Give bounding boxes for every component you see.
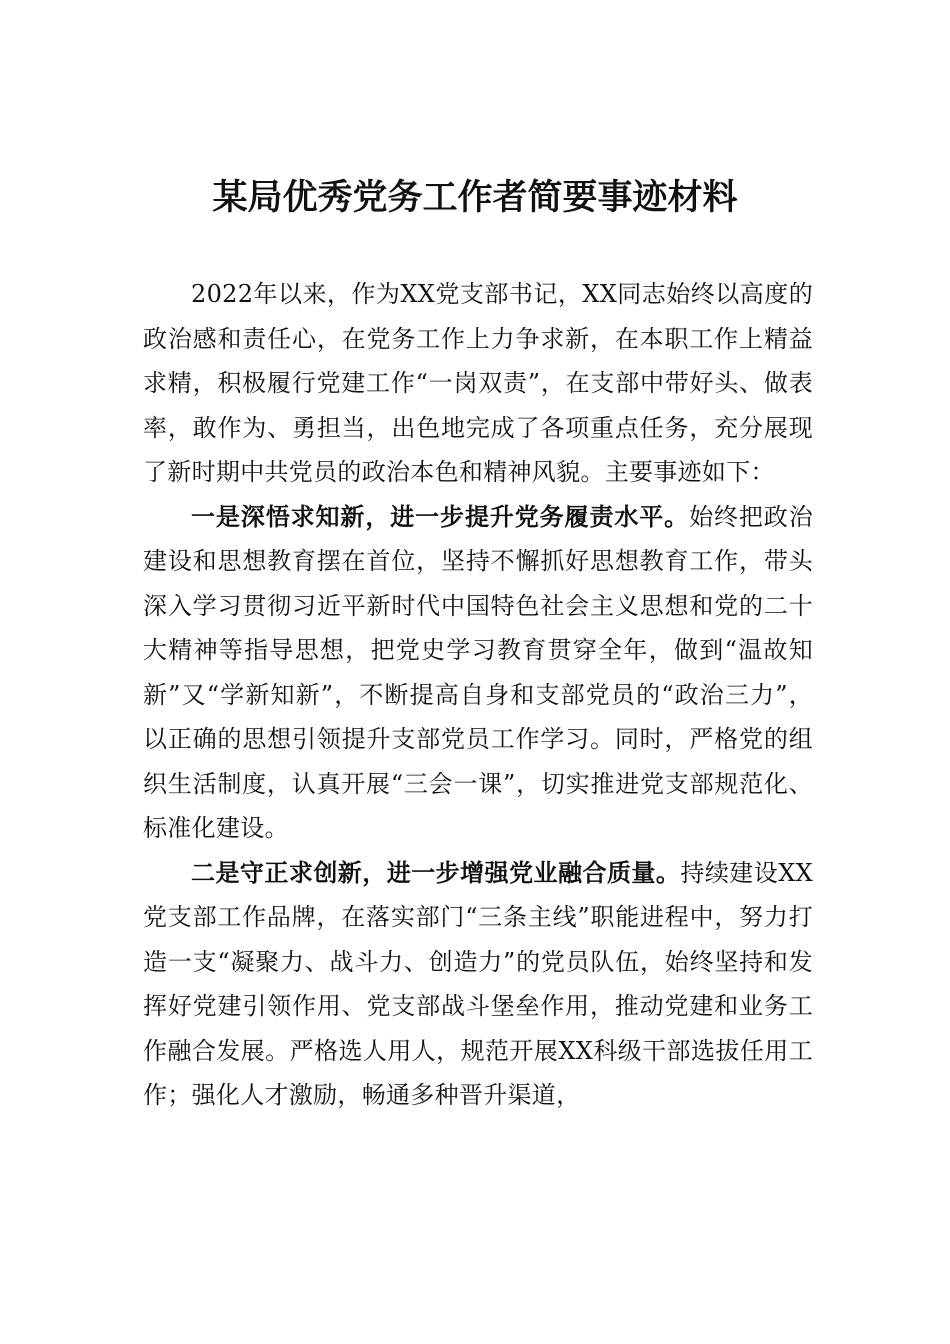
paragraph-second-point	[143, 851, 813, 1118]
paragraph-first-point	[143, 495, 813, 851]
paragraph-text: 2022年以来，作为XX党支部书记，XX同志始终以高度的政治感和责任心，在党务工作上力争求新，在本职工作上精益求精，积极履行党建工作“一岗双责”，在支部中带好头、做表率，敢作为、勇担当，出色地完成了各项重点任务，充分展现了新时期中共党员的政治本色和精神风貌。主要事迹如下：	[143, 280, 813, 486]
paragraph-text: 始终把政治建设和思想教育摆在首位，坚持不懈抓好思想教育工作，带头深入学习贯彻习近平新时代中国特色社会主义思想和党的二十大精神等指导思想，把党史学习教育贯穿全年，做到“温故知新”又“学新知新”，不断提高自身和支部党员的“政治三力”，以正确的思想引领提升支部党员工作学习。同时，严格党的组织生活制度，认真开展“三会一课”，切实推进党支部规范化、标准化建设。	[143, 502, 814, 842]
paragraph-intro	[143, 272, 813, 495]
document-body	[143, 272, 813, 1118]
paragraph-lead-heading: 一是深悟求知新，进一步提升党务履责水平。	[191, 501, 690, 531]
paragraph-lead-heading: 二是守正求创新，进一步增强党业融合质量。	[191, 857, 681, 887]
document-title: 某局优秀党务工作者简要事迹材料	[212, 177, 738, 218]
paragraph-text: 持续建设XX党支部工作品牌，在落实部门“三条主线”职能进程中，努力打造一支“凝聚力、战斗力、创造力”的党员队伍，始终坚持和发挥好党建引领作用、党支部战斗堡垒作用，推动党建和业务工作融合发展。严格选人用人，规范开展XX科级干部选拔任用工作；强化人才激励，畅通多种晋升渠道，	[143, 858, 814, 1109]
